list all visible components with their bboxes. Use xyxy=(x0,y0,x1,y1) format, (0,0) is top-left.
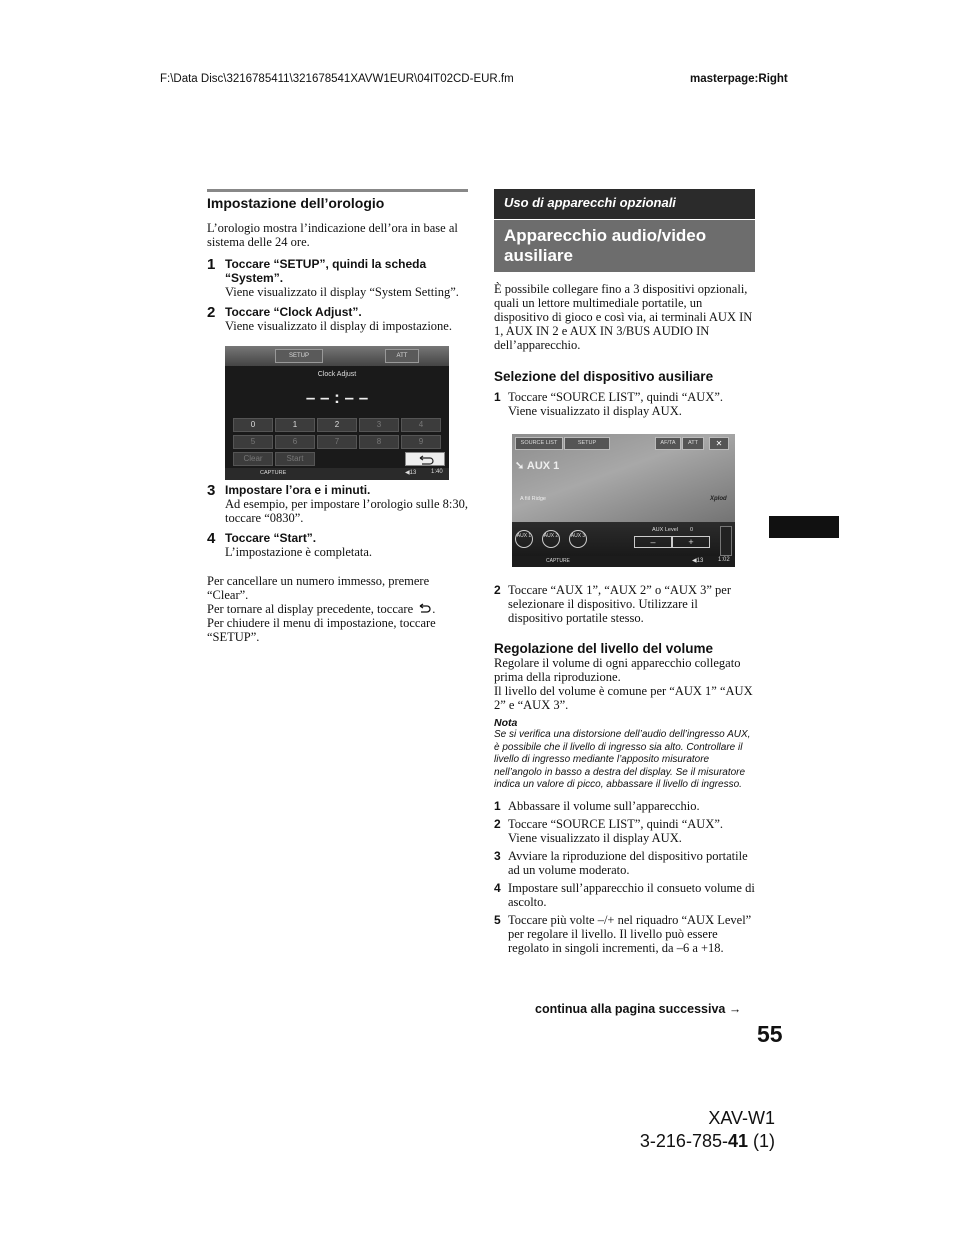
step-desc: Viene visualizzato il display di impostazione. xyxy=(225,319,452,333)
step-text: Toccare “SOURCE LIST”, quindi “AUX”. Viene visualizzato il display AUX. xyxy=(508,816,724,845)
step-text: Toccare più volte –/+ nel riquadro “AUX Level” per regolare il livello. Il livello può essere regolato in singoli incrementi, da –6 a +18. xyxy=(508,912,752,955)
volume-value: 13 xyxy=(696,558,704,564)
start-key[interactable]: Start xyxy=(275,452,315,466)
wallpaper-text-left: A fiil Ridge xyxy=(520,496,546,502)
volume-value: 13 xyxy=(409,470,417,476)
step-number: 2 xyxy=(494,583,501,597)
volume-step-2 xyxy=(494,817,755,845)
key-5[interactable]: 5 xyxy=(233,435,273,449)
clock-step-4 xyxy=(207,531,468,559)
volume-paragraph-1: Regolare il volume di ogni apparecchio collegato prima della riproduzione. xyxy=(494,656,741,684)
subheading-select-aux: Selezione del dispositivo ausiliare xyxy=(494,369,714,384)
source-list-button[interactable]: SOURCE LIST xyxy=(515,437,563,450)
screen-clock: 1:02 xyxy=(718,557,730,563)
aux-label-text: AUX 1 xyxy=(526,460,560,472)
back-button[interactable] xyxy=(405,452,445,466)
afta-button[interactable]: AF/TA xyxy=(655,437,681,450)
aux2-button[interactable]: AUX 2 xyxy=(542,530,560,548)
setup-button[interactable]: SETUP xyxy=(564,437,610,450)
volume-indicator: ◀13 xyxy=(405,470,417,476)
left-column xyxy=(207,189,468,644)
volume-paragraph-2: Il livello del volume è comune per “AUX 1” “AUX 2” e “AUX 3”. xyxy=(494,684,753,712)
part-code-suffix: (1) xyxy=(748,1131,775,1151)
time-display: – – : – – xyxy=(305,388,369,407)
wallpaper-logo: Xplod xyxy=(710,496,727,502)
model-name: XAV-W1 xyxy=(708,1108,775,1128)
volume-step-4 xyxy=(494,881,755,909)
step-number: 4 xyxy=(494,880,501,895)
capture-label: CAPTURE xyxy=(260,470,287,476)
back-arrow-icon xyxy=(416,603,432,614)
step-title: Toccare “SETUP”, quindi la scheda “System”. xyxy=(225,257,427,285)
right-column xyxy=(494,189,755,955)
step-number: 3 xyxy=(494,848,501,863)
clock-outro-back xyxy=(207,602,468,616)
clock-outro-setup: Per chiudere il menu di impostazione, toccare “SETUP”. xyxy=(207,616,436,644)
clock-step-2 xyxy=(207,305,468,333)
select-step-1 xyxy=(494,390,755,418)
key-2[interactable]: 2 xyxy=(317,418,357,432)
step-text: Toccare “SOURCE LIST”, quindi “AUX”. Viene visualizzato il display AUX. xyxy=(508,390,724,418)
page-number: 55 xyxy=(757,1021,783,1047)
clock-step-1 xyxy=(207,257,468,299)
volume-step-1 xyxy=(494,799,755,813)
volume-step-3 xyxy=(494,849,755,877)
key-3[interactable]: 3 xyxy=(359,418,399,432)
input-plug-icon: ➘ xyxy=(515,460,525,472)
aux-display-screenshot xyxy=(512,434,735,567)
select-step-2 xyxy=(494,583,755,625)
step-desc: Viene visualizzato il display “System Setting”. xyxy=(225,285,459,299)
step-title: Toccare “Start”. xyxy=(225,531,317,545)
step-number: 4 xyxy=(207,530,216,547)
clock-intro: L’orologio mostra l’indicazione dell’ora in base al sistema delle 24 ore. xyxy=(207,221,458,249)
clock-step-3 xyxy=(207,483,468,525)
step-title: Toccare “Clock Adjust”. xyxy=(225,305,362,319)
step-number: 2 xyxy=(494,816,501,831)
key-7[interactable]: 7 xyxy=(317,435,357,449)
close-icon[interactable]: ✕ xyxy=(709,437,729,450)
aux-source-label xyxy=(515,459,559,472)
volume-indicator: ◀13 xyxy=(692,558,704,564)
screen-clock: 1:40 xyxy=(431,469,443,475)
step-number: 3 xyxy=(207,482,216,499)
step-number: 1 xyxy=(494,390,501,404)
clock-outro-clear: Per cancellare un numero immesso, premere “Clear”. xyxy=(207,574,430,602)
thumb-index-tab xyxy=(769,516,839,538)
key-6[interactable]: 6 xyxy=(275,435,315,449)
step-number: 5 xyxy=(494,912,501,927)
aux3-button[interactable]: AUX 3 xyxy=(569,530,587,548)
header-masterpage: masterpage:Right xyxy=(690,73,788,85)
key-0[interactable]: 0 xyxy=(233,418,273,432)
step-text: Impostare sull’apparecchio il consueto volume di ascolto. xyxy=(508,880,755,909)
clock-adjust-title: Clock Adjust xyxy=(317,371,357,378)
part-code-bold: 41 xyxy=(727,1131,748,1151)
input-level-meter xyxy=(720,526,732,556)
aux-level-value: 0 xyxy=(690,527,694,533)
aux1-button[interactable]: AUX 1 xyxy=(515,530,533,548)
att-button[interactable]: ATT xyxy=(682,437,704,450)
level-minus-button[interactable]: – xyxy=(634,536,672,548)
capture-label: CAPTURE xyxy=(546,558,570,564)
key-4[interactable]: 4 xyxy=(401,418,441,432)
key-8[interactable]: 8 xyxy=(359,435,399,449)
key-9[interactable]: 9 xyxy=(401,435,441,449)
outro-back-dot: . xyxy=(432,602,436,616)
step-number: 1 xyxy=(494,798,501,813)
section-title-clock: Impostazione dell’orologio xyxy=(207,189,468,211)
note-title: Nota xyxy=(494,717,518,729)
level-plus-button[interactable]: + xyxy=(672,536,710,548)
clock-adjust-screenshot xyxy=(225,346,449,480)
aux-level-label: AUX Level xyxy=(652,527,678,533)
step-title: Impostare l’ora e i minuti. xyxy=(225,483,371,497)
step-desc: L’impostazione è completata. xyxy=(225,545,373,559)
part-code-prefix: 3-216-785- xyxy=(639,1131,728,1151)
continue-next-page: continua alla pagina successiva → xyxy=(535,1002,742,1016)
key-1[interactable]: 1 xyxy=(275,418,315,432)
back-arrow-icon xyxy=(406,454,444,466)
note-text: Se si verifica una distorsione dell’audio dell’ingresso AUX, è possibile che il livello di ingresso sia alto. Controllare il livello di ingresso mediante l’apposito misuratore nell’angolo in basso a destra del display. Se il misuratore indica un valore di picco, abbassare il livello di ingresso. xyxy=(494,729,751,790)
step-text: Avviare la riproduzione del dispositivo portatile ad un volume moderato. xyxy=(508,848,748,877)
header-file-path: F:\Data Disc\3216785411\321678541XAVW1EUR\04IT02CD-EUR.fm xyxy=(160,73,514,85)
step-text: Toccare “AUX 1”, “AUX 2” o “AUX 3” per selezionare il dispositivo. Utilizzare il dispositivo portatile stesso. xyxy=(508,583,731,625)
part-code xyxy=(640,1131,775,1152)
outro-back-text: Per tornare al display precedente, toccare xyxy=(207,602,414,616)
clear-key[interactable]: Clear xyxy=(233,452,273,466)
step-number: 1 xyxy=(207,256,216,273)
tab-att[interactable]: ATT xyxy=(385,349,419,363)
step-text: Abbassare il volume sull’apparecchio. xyxy=(508,798,700,813)
tab-setup[interactable]: SETUP xyxy=(275,349,323,363)
subheading-volume-level: Regolazione del livello del volume xyxy=(494,641,714,656)
volume-step-5 xyxy=(494,913,755,955)
step-desc: Ad esempio, per impostare l’orologio sulle 8:30, toccare “0830”. xyxy=(225,497,469,525)
step-number: 2 xyxy=(207,304,216,321)
section-banner: Apparecchio audio/video ausiliare xyxy=(494,219,755,272)
chapter-banner: Uso di apparecchi opzionali xyxy=(494,189,755,219)
aux-intro: È possibile collegare fino a 3 dispositivi opzionali, quali un lettore multimediale portatile, un dispositivo di gioco e così via, ai terminali AUX IN 1, AUX IN 2 e AUX IN 3/BUS AUDIO IN dell’apparecchio. xyxy=(494,282,753,352)
